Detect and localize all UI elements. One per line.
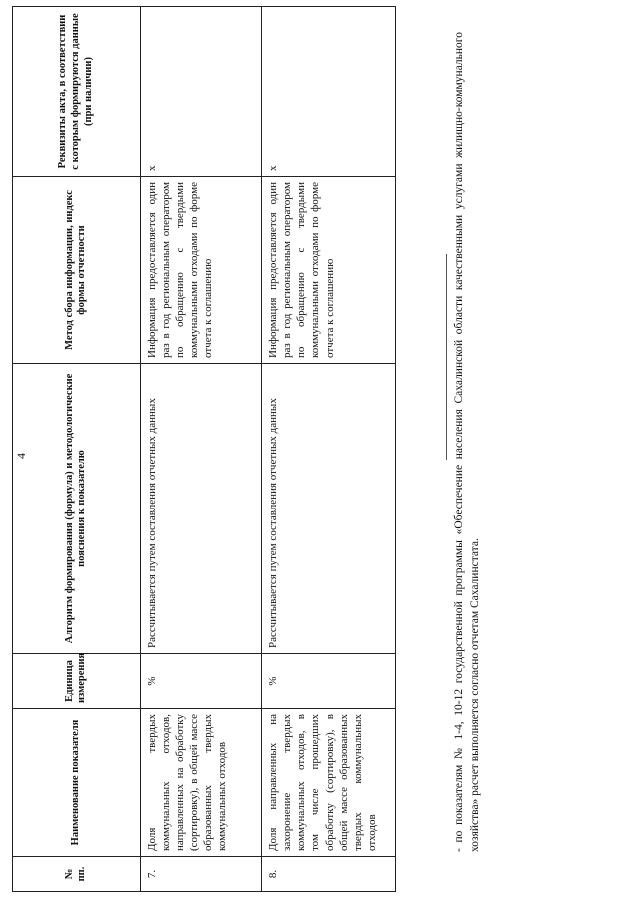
row-algorithm: Рассчитывается путем составления отчетных данных — [140, 364, 262, 654]
header-name: Наименование показателя — [13, 709, 141, 857]
row-method: Информация предоставляется один раз в год региональным оператором по обращению с твердыми коммунальными отходами по форме отчета к соглашению — [262, 177, 396, 364]
header-num: № пп. — [13, 857, 141, 892]
header-unit: Единица измерения — [13, 654, 141, 709]
header-algorithm: Алгоритм формирования (формула) и методологические пояснения к показателю — [13, 364, 141, 654]
header-requisites: Реквизиты акта, в соответствии с которым формируются данные (при наличии) — [13, 7, 141, 177]
table-row — [262, 7, 396, 892]
row-name: Доля твердых коммунальных отходов, направленных на обработку (сортировку), в общей массе образованных твердых коммунальных отходов — [140, 709, 262, 857]
row-name: Доля направленных на захоронение твердых коммунальных отходов, в том числе прошедших обработку (сортировку), в общей массе образованных твердых коммунальных отходов — [262, 709, 396, 857]
row-unit: % — [140, 654, 262, 709]
row-num: 8. — [262, 857, 396, 892]
header-method: Метод сбора информации, индекс формы отчетности — [13, 177, 141, 364]
row-unit: % — [262, 654, 396, 709]
separator-line — [446, 254, 447, 460]
row-num: 7. — [140, 857, 262, 892]
row-requisites: x — [262, 7, 396, 177]
indicators-table — [12, 6, 396, 892]
page-number: 4 — [14, 453, 28, 459]
footnote: - по показателям № 1-4, 10-12 государственной программы «Обеспечение населения Сахалинской области качественными услугами жилищно-коммунального хозяйства» расчет выполняется согласно отчетам Сахалинстата. — [453, 32, 481, 852]
table-header-row — [13, 7, 141, 892]
row-algorithm: Рассчитывается путем составления отчетных данных — [262, 364, 396, 654]
table-row — [140, 7, 262, 892]
row-requisites: x — [140, 7, 262, 177]
row-method: Информация предоставляется один раз в год региональным оператором по обращению с твердыми коммунальными отходами по форме отчета к соглашению — [140, 177, 262, 364]
